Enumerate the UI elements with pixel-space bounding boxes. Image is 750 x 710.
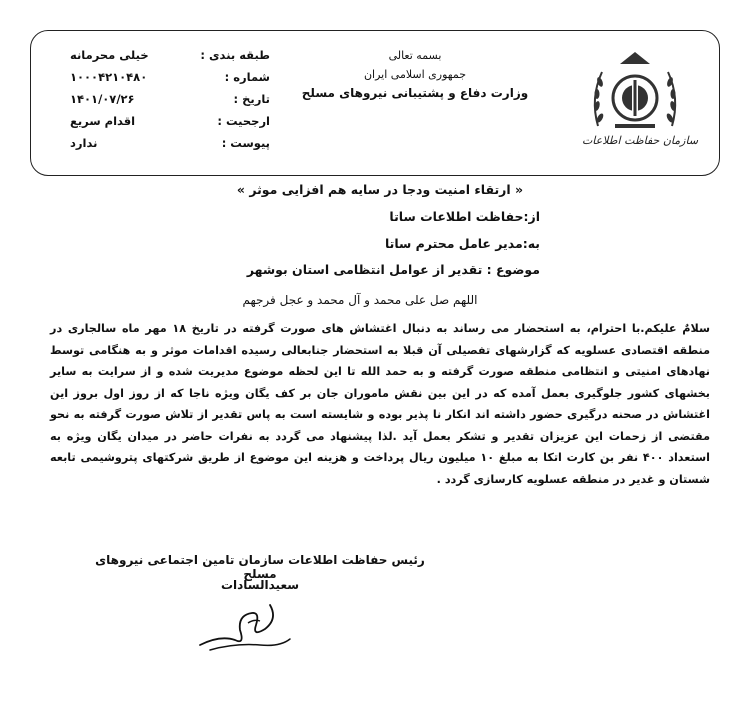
bismillah-line: بسمه تعالی [388,49,442,62]
letterhead-center [295,46,535,103]
meta-label: تاریخ : [233,92,270,106]
ministry-emblem-icon [560,38,710,168]
org-caption: سازمان حفاظت اطلاعات [581,134,699,147]
subject-line: موضوع : تقدیر از عوامل انتظامی استان بوشهر [246,262,540,277]
letter-metadata [70,44,270,154]
meta-row-classification [70,44,270,66]
letter-body: سلامٌ علیکم.با احترام، به استحضار می رساند به دنبال اغتشاش های صورت گرفته در تاریخ ۱۸ مهر ماه سالجاری در منطقه اقتصادی عسلویه که گزارشهای تفصیلی آن قبلا به استحضار جنابعالی رسیده اقدامات موثر و به هنگامی توسط نهادهای امنیتی و انتظامی منطقه صورت گرفته و به حمد الله تا این لحظه موضوع مدیریت شده و از سرایت به سایر بخشهای کشور جلوگیری بعمل آمده که در این بین نقش ماموران جان بر کف یگان ویژه ناجا که از روز اول بروز این اغتشاش در صحنه درگیری حضور داشته اند انکار نا پذیر بوده و شایسته است به پاس تقدیر از تلاش صورت گرفته به نحو مقتضی از زحمات این عزیزان تقدیر و تشکر بعمل آید .لذا پیشنهاد می گردد به نفرات حاضر در میدان یگان ویژه به استعداد ۴۰۰ نفر بن کارت اتکا به مبلغ ۱۰ میلیون ریال پرداخت و هزینه این موضوع از طریق شرکتهای پتروشیمی تابعه شستان و غدیر در منطقه عسلویه کارسازی گردد . [50,322,710,486]
ministry-line: وزارت دفاع و پشتیبانی نیروهای مسلح [301,86,529,100]
recipient-line: به:مدیر عامل محترم ساتا [384,236,540,251]
meta-value: ۱۰۰۰۴۲۱۰۴۸۰ [70,70,148,84]
signer-name: سعیدالسادات [220,578,300,592]
meta-value: ۱۴۰۱/۰۷/۲۶ [70,92,135,106]
sender-line: از:حفاظت اطلاعات ساتا [389,209,540,224]
meta-label: ارجحیت : [217,114,270,128]
meta-row-priority [70,110,270,132]
meta-label: طبقه بندی : [200,48,270,62]
salutation: اللهم صل علی محمد و آل محمد و عجل فرجهم [242,293,478,307]
meta-row-date [70,88,270,110]
signer-title: رئیس حفاظت اطلاعات سازمان تامین اجتماعی نیروهای مسلح [95,553,425,581]
meta-value: ندارد [70,136,98,150]
meta-value: اقدام سریع [70,114,136,128]
meta-label: پیوست : [221,136,270,150]
meta-value: خیلی محرمانه [70,48,149,62]
meta-row-number [70,66,270,88]
meta-label: شماره : [224,70,270,84]
handwritten-signature-icon [190,595,300,655]
republic-line: جمهوری اسلامی ایران [363,68,467,81]
meta-row-attachment [70,132,270,154]
slogan: « ارتقاء امنیت ودجا در سایه هم افزایی موثر » [236,182,524,197]
